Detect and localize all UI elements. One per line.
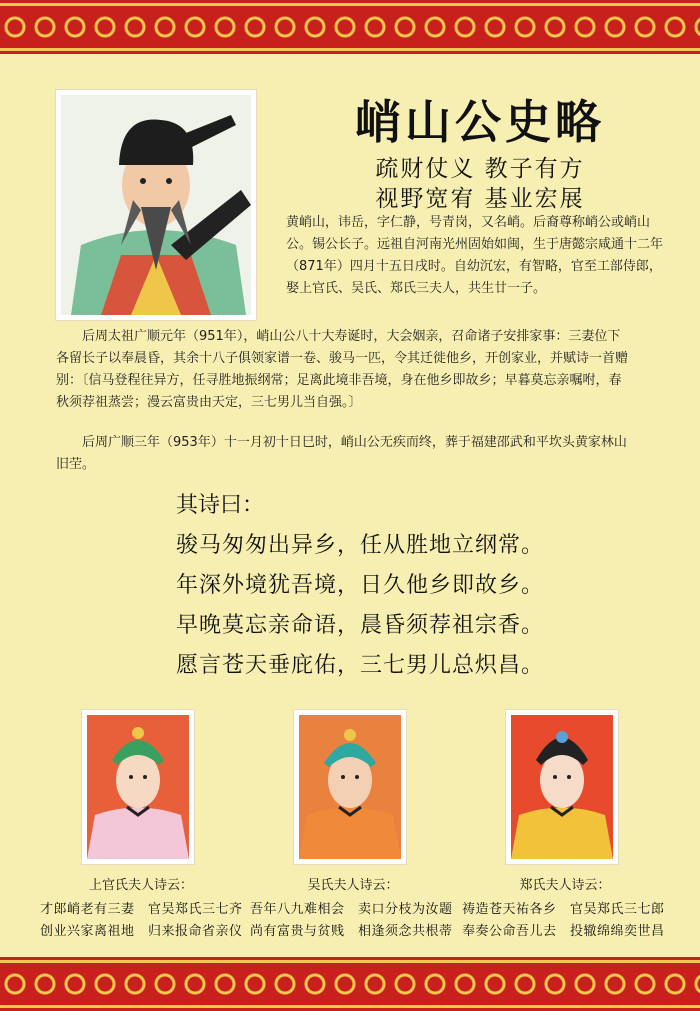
- wife-poem-line: 祷造苍天祐各乡 官吴郑氏三七郎: [462, 902, 665, 917]
- top-decorative-border: [0, 0, 700, 54]
- history-paragraph-2: 后周广顺三年（953年）十一月初十日巳时，峭山公无疾而终，葬于福建邵武和平坎头黄家林山旧茔。: [56, 435, 627, 472]
- wife-caption: 上官氏夫人诗云：: [88, 878, 193, 893]
- poem-title: 其诗曰：: [176, 493, 265, 518]
- wife-portrait-zheng: [506, 710, 618, 864]
- page-title: 峭山公史略: [355, 95, 605, 149]
- wife-portrait-image: [299, 715, 401, 859]
- bottom-decorative-border: [0, 957, 700, 1011]
- motto-line-1: 疏财仗义 教子有方: [375, 156, 585, 182]
- ancestor-portrait-image: [61, 95, 251, 315]
- poem-line: 骏马匆匆出异乡，任从胜地立纲常。: [176, 533, 545, 558]
- wife-caption: 吴氏夫人诗云：: [307, 878, 399, 893]
- wife-portrait-shangguan: [82, 710, 194, 864]
- wife-portrait-wu: [294, 710, 406, 864]
- wife-poem-line: 吾年八九难相会 卖口分枝为汝题: [250, 902, 453, 917]
- cloud-pattern: [0, 965, 700, 1003]
- main-portrait: [56, 90, 256, 320]
- biography-text: 黄峭山，讳岳，字仁静，号青岗，又名峭。后裔尊称峭公或峭山公。锡公长子。远祖自河南光州固始如闽，生于唐懿宗咸通十二年（871年）四月十五日戌时。自幼沉宏，有智略，官至工部侍郎，娶上官氏、吴氏、郑氏三夫人，共生廿一子。: [286, 215, 664, 296]
- wife-portrait-image: [87, 715, 189, 859]
- poem-line: 早晚莫忘亲命语，晨昏须荐祖宗香。: [176, 613, 545, 638]
- wife-poem-line: 尚有富贵与贫贱 相逢须念共根蒂: [250, 924, 453, 939]
- cloud-pattern: [0, 8, 700, 46]
- history-paragraph-1: 后周太祖广顺元年（951年），峭山公八十大寿诞时，大会姻亲，召命诸子安排家事：三妻位下各留长子以奉晨昏，其余十八子俱领家谱一卷、骏马一匹，令其迁徙他乡，开创家业，并赋诗一首赠别：〔信马登程往异方，任寻胜地振纲常；足离此境非吾境，身在他乡即故乡；早暮莫忘亲嘱咐，春秋须荐祖蒸尝；漫云富贵由天定，三七男儿当自强。〕: [56, 329, 629, 410]
- poem-line: 年深外境犹吾境，日久他乡即故乡。: [176, 573, 545, 598]
- wife-poem-line: 奉奏公命吾儿去 投辙绵绵奕世昌: [462, 924, 665, 939]
- wife-portrait-image: [511, 715, 613, 859]
- wife-poem-line: 才郎峭老有三妻 官吴郑氏三七齐: [40, 902, 243, 917]
- poem-line: 愿言苍天垂庇佑，三七男儿总炽昌。: [176, 653, 545, 678]
- wife-caption: 郑氏夫人诗云：: [519, 878, 611, 893]
- motto-line-2: 视野宽宥 基业宏展: [375, 186, 585, 212]
- wife-poem-line: 创业兴家离祖地 归来报命省亲仪: [40, 924, 243, 939]
